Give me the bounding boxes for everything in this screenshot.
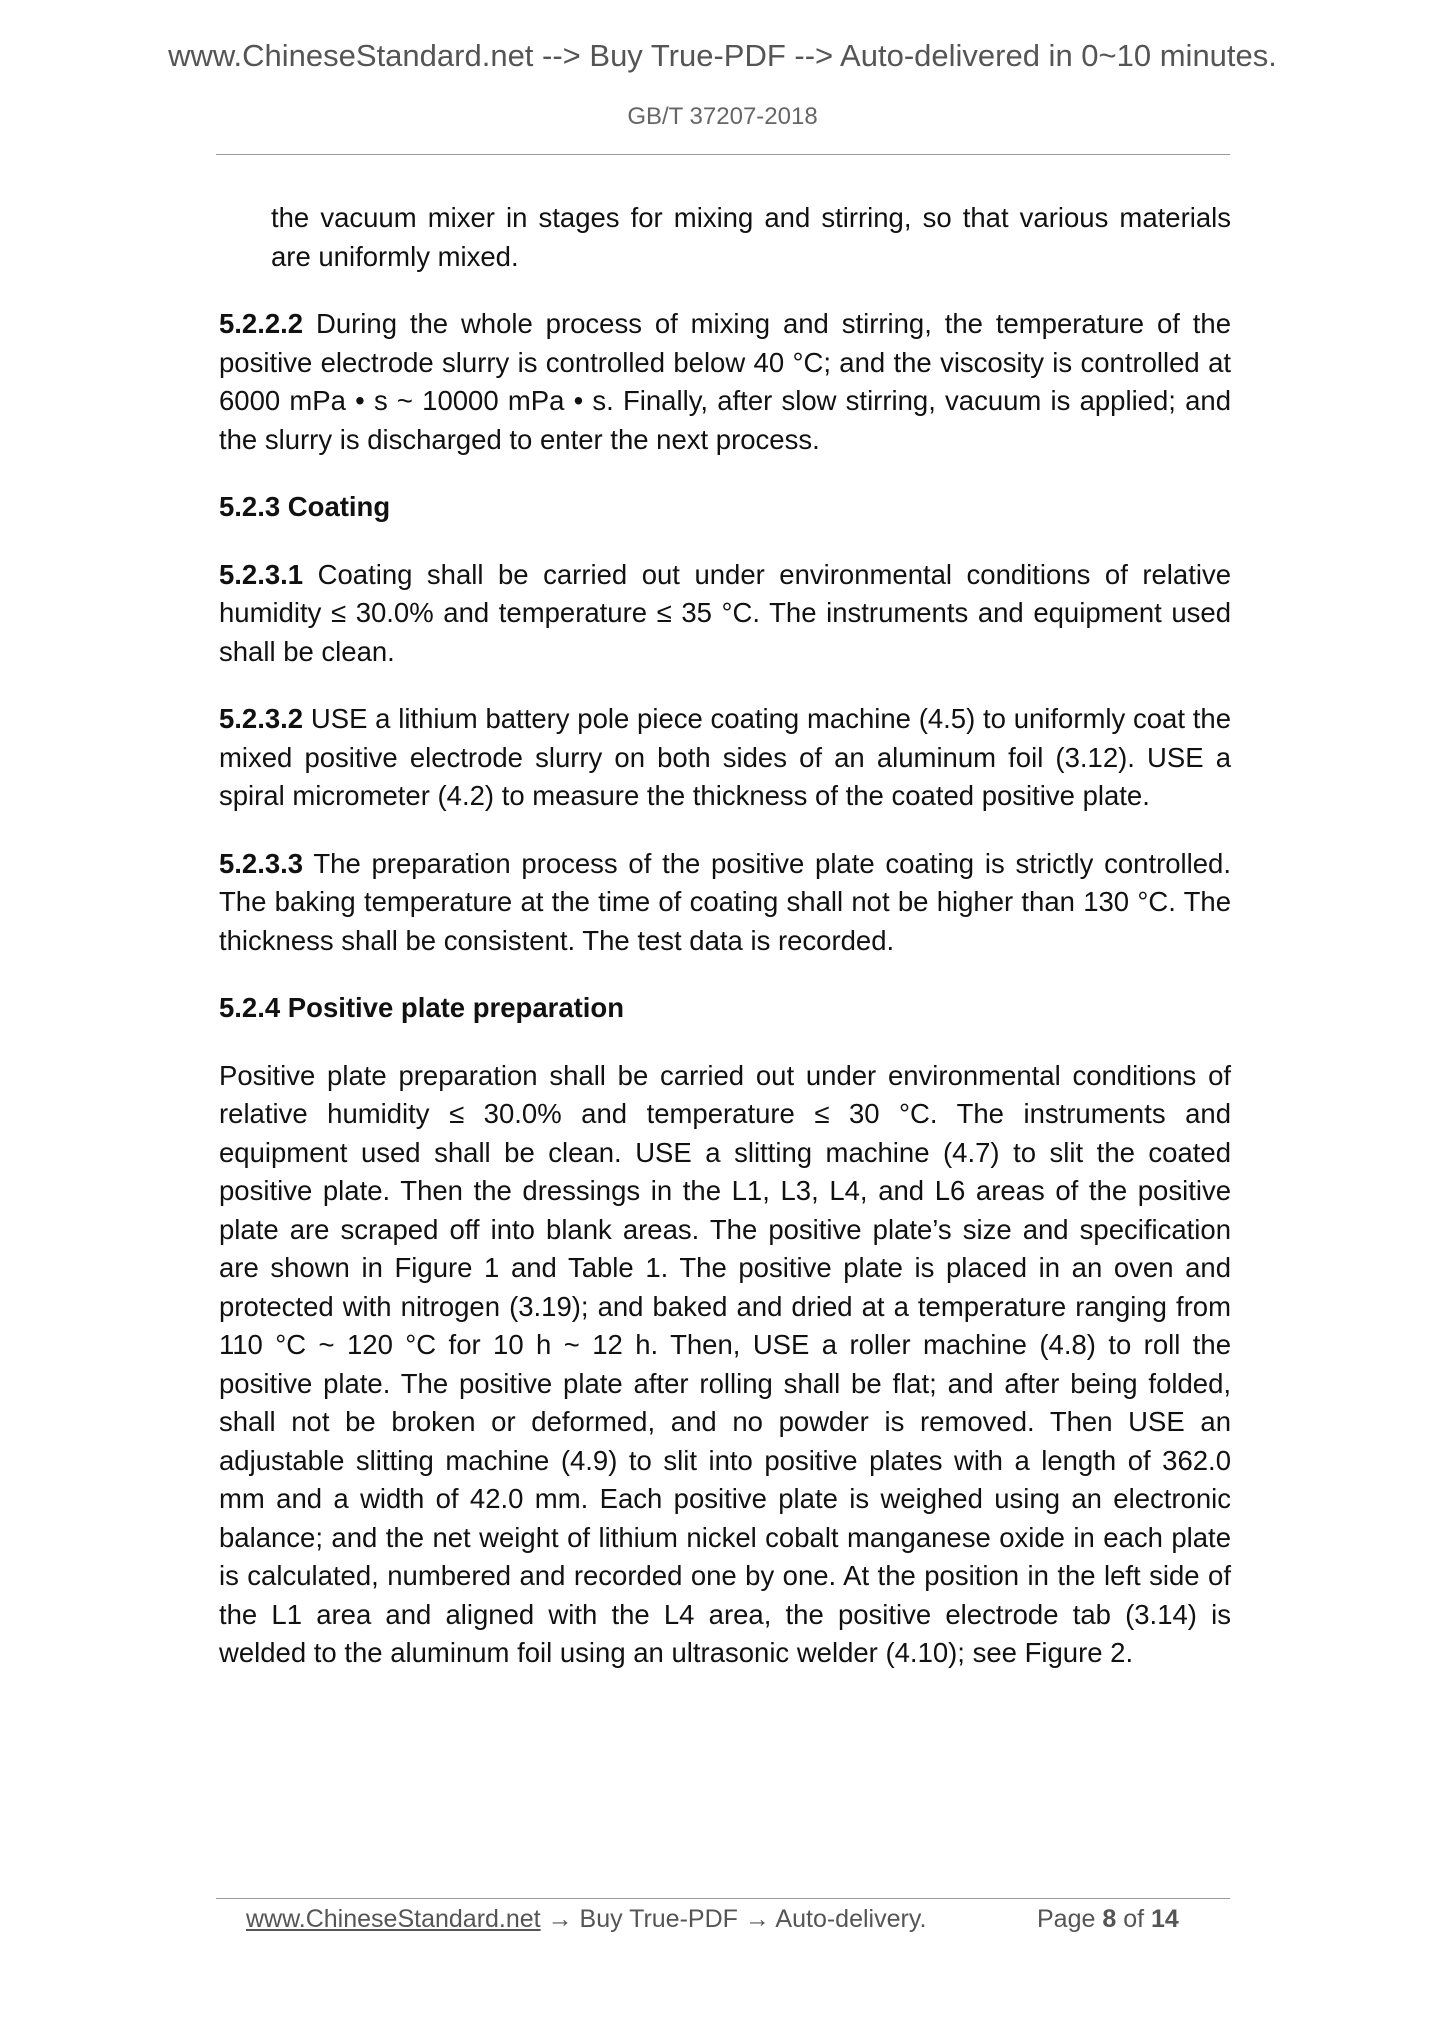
- clause-5-2-3-3: [219, 845, 1231, 961]
- footer-delivery-text: Auto-delivery.: [775, 1905, 927, 1933]
- clause-number: 5.2.3.2: [219, 703, 304, 734]
- section-heading-positive-plate: 5.2.4 Positive plate preparation: [219, 992, 625, 1023]
- header-banner: www.ChineseStandard.net --> Buy True-PDF --> Auto-delivered in 0~10 minutes.: [168, 38, 1277, 73]
- of-label: of: [1116, 1905, 1151, 1933]
- paragraph-continuation: the vacuum mixer in stages for mixing and stirring, so that various materials are uniformly mixed.: [271, 202, 1231, 272]
- footer-divider: [216, 1898, 1230, 1899]
- clause-number: 5.2.2.2: [219, 308, 304, 339]
- page-indicator: [1037, 1902, 1179, 1936]
- clause-text: During the whole process of mixing and stirring, the temperature of the positive electrode slurry is controlled below 40 °C; and the viscosity is controlled at 6000 mPa • s ~ 10000 mPa • s. Finally, after slow stirring, vacuum is applied; and the slurry is discharged to enter the next process.: [219, 308, 1231, 455]
- total-pages: 14: [1151, 1905, 1179, 1933]
- arrow-icon: →: [737, 1905, 776, 1933]
- footer-buy-text: Buy True-PDF: [579, 1905, 738, 1933]
- page-number: 8: [1102, 1905, 1117, 1933]
- arrow-icon: →: [540, 1905, 580, 1933]
- clause-text: Coating shall be carried out under environmental conditions of relative humidity ≤ 30.0% and temperature ≤ 35 °C. The instruments and equipment used shall be clean.: [219, 558, 1231, 667]
- clause-number: 5.2.3.3: [219, 847, 304, 879]
- clause-5-2-3-1: [219, 556, 1231, 672]
- section-heading-coating: 5.2.3 Coating: [219, 491, 391, 522]
- page-label: Page: [1037, 1905, 1103, 1933]
- document-body: [219, 199, 1231, 1702]
- header-divider: [216, 154, 1230, 155]
- paragraph-positive-plate-preparation: Positive plate preparation shall be carried out under environmental conditions of relative humidity ≤ 30.0% and temperature ≤ 30 °C. The instruments and equipment used shall be clean. USE a slitting machine (4.7) to slit the coated positive plate. Then the dressings in the L1, L3, L4, and L6 areas of the positive plate are scraped off into blank areas. The positive plate’s size and specification are shown in Figure 1 and Table 1. The positive plate is placed in an oven and protected with nitrogen (3.19); and baked and dried at a temperature ranging from 110 °C ~ 120 °C for 10 h ~ 12 h. Then, USE a roller machine (4.8) to roll the positive plate. The positive plate after rolling shall be flat; and after being folded, shall not be broken or deformed, and no powder is removed. Then USE an adjustable slitting machine (4.9) to slit into positive plates with a length of 362.0 mm and a width of 42.0 mm. Each positive plate is weighed using an electronic balance; and the net weight of lithium nickel cobalt manganese oxide in each plate is calculated, numbered and recorded one by one. At the position in the left side of the L1 area and aligned with the L4 area, the positive electrode tab (3.14) is welded to the aluminum foil using an ultrasonic welder (4.10); see Figure 2.: [219, 1059, 1231, 1668]
- footer-promo: [246, 1902, 926, 1936]
- footer-site-link[interactable]: www.ChineseStandard.net: [246, 1905, 541, 1933]
- clause-5-2-2-2: [219, 305, 1231, 459]
- clause-number: 5.2.3.1: [219, 558, 304, 590]
- clause-5-2-3-2: [219, 700, 1231, 816]
- standard-code: GB/T 37207-2018: [627, 103, 818, 130]
- page-footer: [0, 1902, 1445, 1936]
- clause-text: USE a lithium battery pole piece coating machine (4.5) to uniformly coat the mixed positive electrode slurry on both sides of an aluminum foil (3.12). USE a spiral micrometer (4.2) to measure the thickness of the coated positive plate.: [219, 703, 1231, 811]
- clause-text: The preparation process of the positive plate coating is strictly controlled. The baking temperature at the time of coating shall not be higher than 130 °C. The thickness shall be consistent. The test data is recorded.: [219, 847, 1231, 956]
